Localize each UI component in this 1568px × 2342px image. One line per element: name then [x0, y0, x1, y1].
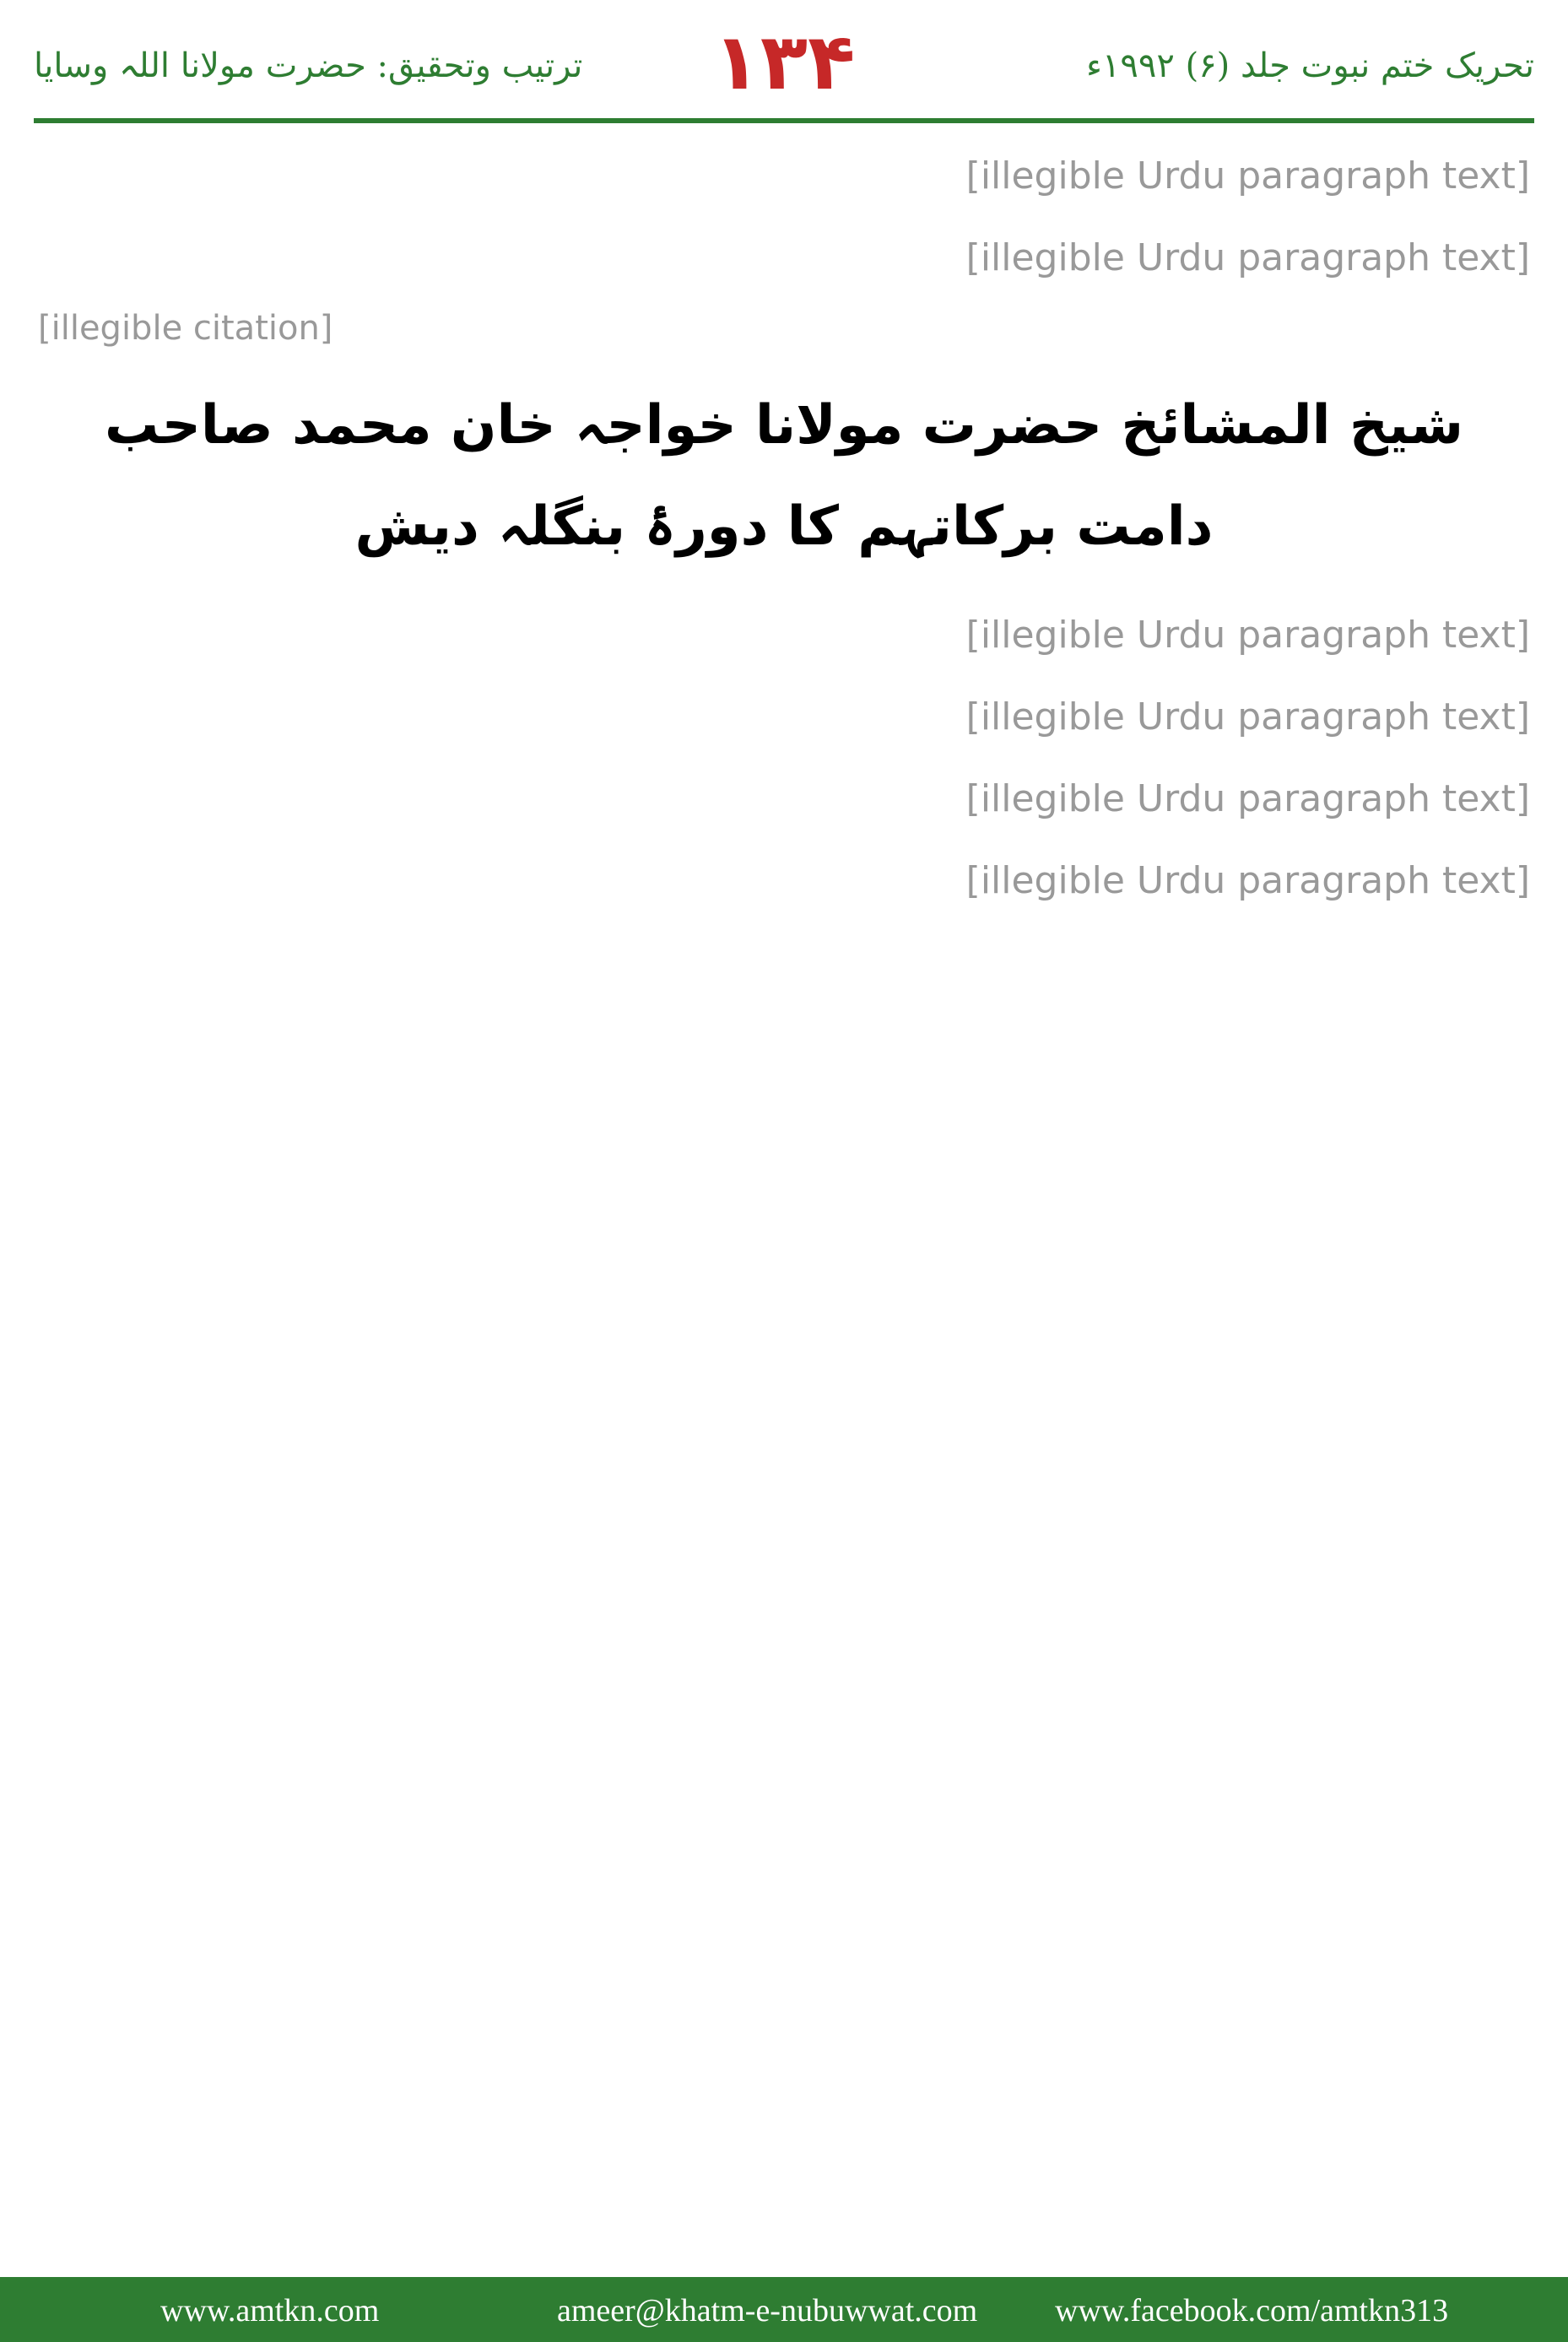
paragraph: [illegible Urdu paragraph text]: [965, 695, 1530, 738]
footer-link-email[interactable]: ameer@khatm-e-nubuwwat.com: [557, 2293, 978, 2328]
paragraph: [illegible Urdu paragraph text]: [965, 236, 1530, 279]
paragraph: [illegible Urdu paragraph text]: [965, 777, 1530, 820]
footer-link-website[interactable]: www.amtkn.com: [160, 2293, 380, 2328]
page-footer: [0, 2277, 1568, 2342]
header-right-title: تحریک ختم نبوت جلد (۶) ۱۹۹۲ء: [1086, 46, 1534, 85]
section-heading: شیخ المشائخ حضرت مولانا خواجہ خان محمد صاحب دامت برکاتہم کا دورۂ بنگلہ دیش: [104, 394, 1464, 558]
document-content: [38, 135, 1530, 2237]
citation: [illegible citation]: [38, 309, 333, 348]
page-number: ۱۳۴: [712, 17, 856, 107]
paragraph: [illegible Urdu paragraph text]: [965, 859, 1530, 902]
header-left-credit: ترتیب وتحقیق: حضرت مولانا اللہ وسایا: [34, 46, 583, 85]
header-rule: [34, 118, 1534, 123]
footer-link-facebook[interactable]: www.facebook.com/amtkn313: [1055, 2293, 1449, 2328]
paragraph: [illegible Urdu paragraph text]: [965, 614, 1530, 657]
paragraph: [illegible Urdu paragraph text]: [965, 154, 1530, 197]
page-header: [0, 0, 1568, 135]
